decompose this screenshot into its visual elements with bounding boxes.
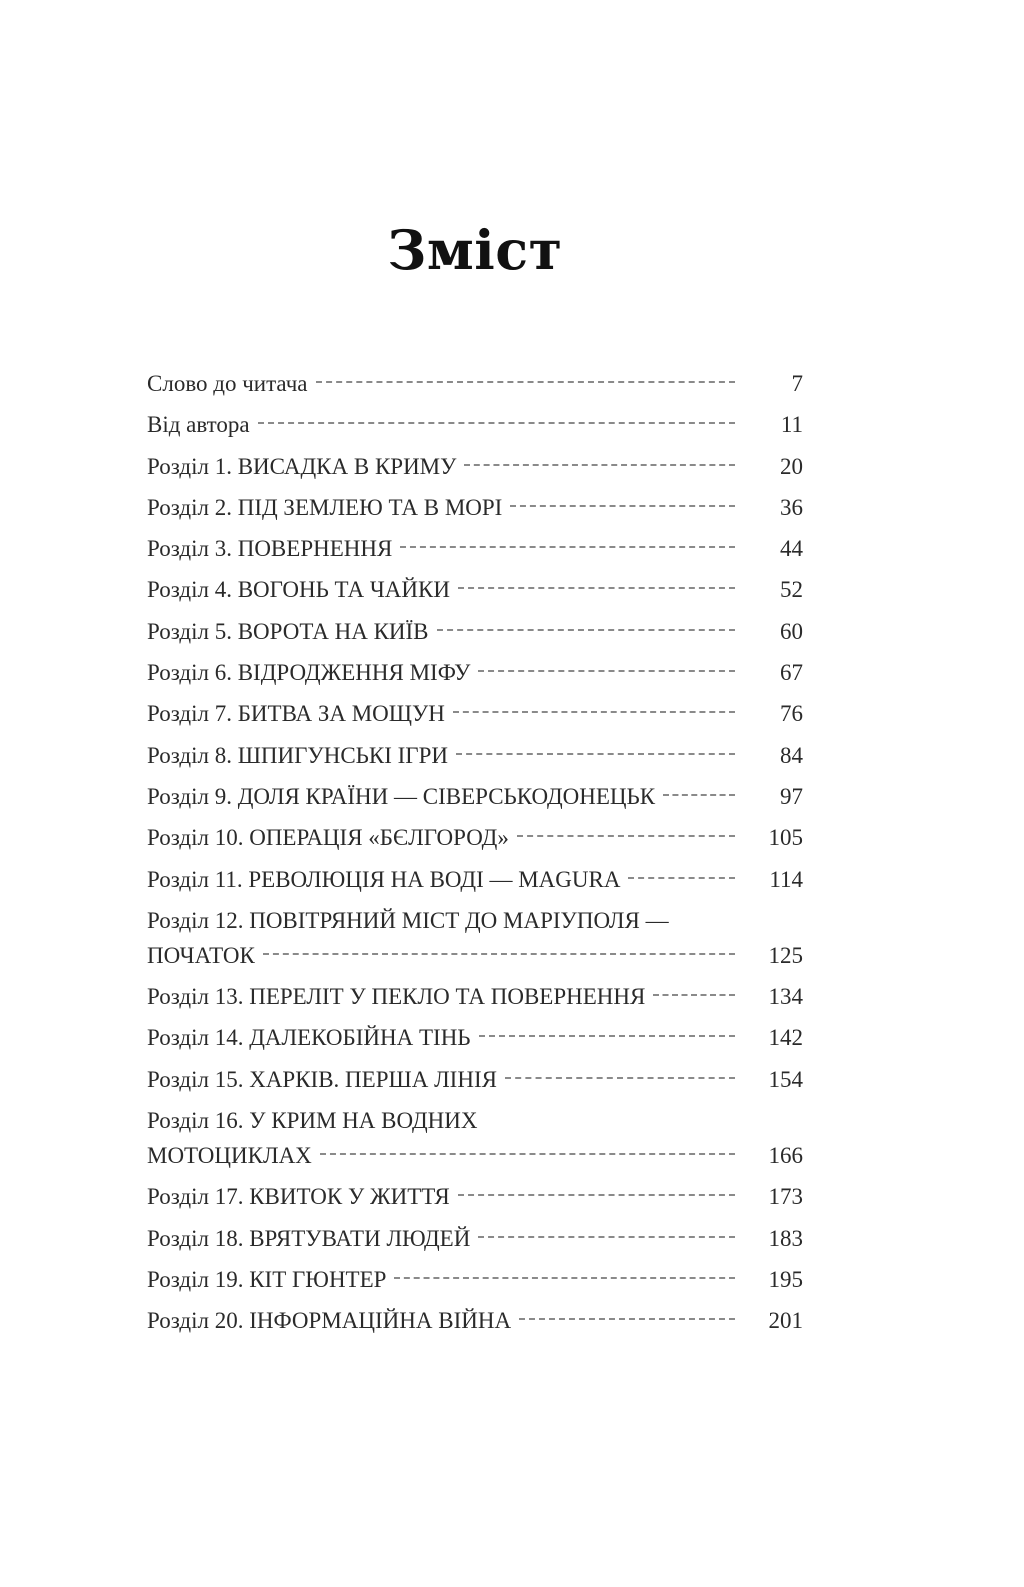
dot-leader	[517, 835, 735, 837]
dot-leader	[479, 1035, 735, 1037]
toc-entry-line	[147, 449, 803, 484]
toc-entry	[147, 572, 803, 607]
toc-entry	[147, 1303, 803, 1338]
dot-leader	[316, 381, 736, 383]
toc-entry-title: Розділ 11. РЕВОЛЮЦІЯ НА ВОДІ — MAGURA	[147, 866, 621, 892]
toc-entry-page-number: 154	[768, 1066, 803, 1092]
toc-entry-line	[147, 979, 803, 1014]
dot-leader	[663, 794, 735, 796]
toc-entry-page-number: 114	[769, 866, 803, 892]
toc-entry-title: Розділ 19. КІТ ГЮНТЕР	[147, 1266, 387, 1292]
dot-leader	[394, 1277, 735, 1279]
toc-entry-line	[147, 779, 803, 814]
toc-entry	[147, 449, 803, 484]
toc-entry-line	[147, 938, 803, 973]
table-of-contents	[147, 366, 803, 1345]
toc-entry-title: Розділ 8. ШПИГУНСЬКІ ІГРИ	[147, 742, 448, 768]
toc-entry	[147, 862, 803, 897]
toc-entry-page-number: 134	[768, 984, 803, 1010]
toc-entry	[147, 531, 803, 566]
toc-entry-line	[147, 820, 803, 855]
toc-entry-title: Розділ 20. ІНФОРМАЦІЙНА ВІЙНА	[147, 1308, 512, 1334]
toc-entry-page-number: 60	[780, 618, 803, 644]
toc-entry-title: Розділ 13. ПЕРЕЛІТ У ПЕКЛО ТА ПОВЕРНЕННЯ	[147, 984, 646, 1010]
toc-entry-page-number: 201	[768, 1308, 803, 1334]
toc-entry-title: ПОЧАТОК	[147, 942, 255, 968]
toc-entry	[147, 1179, 803, 1214]
toc-entry-page-number: 67	[780, 660, 803, 686]
toc-entry-line	[147, 614, 803, 649]
toc-entry-title: Розділ 3. ПОВЕРНЕННЯ	[147, 536, 393, 562]
toc-entry-page-number: 11	[780, 412, 803, 438]
toc-entry	[147, 655, 803, 690]
toc-entry-line	[147, 1020, 803, 1055]
toc-entry-title: Розділ 6. ВІДРОДЖЕННЯ МІФУ	[147, 660, 471, 686]
toc-entry	[147, 1221, 803, 1256]
toc-entry-page-number: 183	[768, 1225, 803, 1251]
dot-leader	[453, 711, 735, 713]
toc-entry-page-number: 125	[768, 942, 803, 968]
dot-leader	[653, 994, 735, 996]
page-title: Зміст	[387, 218, 563, 282]
toc-entry	[147, 903, 803, 973]
toc-entry-title: Розділ 9. ДОЛЯ КРАЇНИ — СІВЕРСЬКОДОНЕЦЬК	[147, 783, 656, 809]
toc-entry-line	[147, 1179, 803, 1214]
toc-entry-title: Від автора	[147, 412, 250, 438]
dot-leader	[519, 1318, 735, 1320]
toc-entry-title: Розділ 4. ВОГОНЬ ТА ЧАЙКИ	[147, 577, 450, 603]
toc-entry-page-number: 97	[780, 783, 803, 809]
toc-entry-line	[147, 407, 803, 442]
dot-leader	[478, 1236, 735, 1238]
dot-leader	[456, 753, 735, 755]
toc-entry-page-number: 195	[768, 1266, 803, 1292]
toc-entry-page-number: 84	[780, 742, 803, 768]
toc-entry	[147, 407, 803, 442]
toc-entry-title: Розділ 7. БИТВА ЗА МОЩУН	[147, 701, 445, 727]
toc-entry-line	[147, 1303, 803, 1338]
toc-entry-title-line1: Розділ 16. У КРИМ НА ВОДНИХ	[147, 1108, 478, 1134]
toc-entry-line	[147, 1138, 803, 1173]
dot-leader	[464, 464, 735, 466]
toc-entry	[147, 738, 803, 773]
toc-entry-line	[147, 572, 803, 607]
toc-entry-page-number: 173	[768, 1184, 803, 1210]
toc-entry-line	[147, 531, 803, 566]
toc-entry	[147, 1262, 803, 1297]
toc-entry-line	[147, 366, 803, 401]
toc-entry	[147, 490, 803, 525]
toc-entry-page-number: 166	[768, 1143, 803, 1169]
toc-entry-title: Розділ 17. КВИТОК У ЖИТТЯ	[147, 1184, 450, 1210]
toc-entry-page-number: 142	[768, 1025, 803, 1051]
dot-leader	[505, 1077, 735, 1079]
dot-leader	[320, 1153, 735, 1155]
toc-entry-page-number: 20	[780, 453, 803, 479]
toc-entry-title: МОТОЦИКЛАХ	[147, 1143, 312, 1169]
toc-entry-title: Слово до читача	[147, 371, 308, 396]
toc-entry-line	[147, 862, 803, 897]
toc-entry-line	[147, 1221, 803, 1256]
toc-entry-title: Розділ 18. ВРЯТУВАТИ ЛЮДЕЙ	[147, 1225, 471, 1251]
dot-leader	[458, 587, 735, 589]
toc-entry-title-line1: Розділ 12. ПОВІТРЯНИЙ МІСТ ДО МАРІУПОЛЯ —	[147, 907, 669, 933]
toc-entry-title: Розділ 14. ДАЛЕКОБІЙНА ТІНЬ	[147, 1025, 471, 1051]
toc-entry-line	[147, 490, 803, 525]
toc-entry-line	[147, 738, 803, 773]
dot-leader	[458, 1194, 735, 1196]
toc-entry	[147, 820, 803, 855]
toc-entry	[147, 366, 803, 401]
toc-entry	[147, 1103, 803, 1173]
dot-leader	[628, 877, 735, 879]
dot-leader	[510, 505, 735, 507]
toc-entry-title: Розділ 15. ХАРКІВ. ПЕРША ЛІНІЯ	[147, 1066, 497, 1092]
toc-entry	[147, 696, 803, 731]
toc-entry-line	[147, 696, 803, 731]
dot-leader	[258, 422, 735, 424]
toc-entry-page-number: 105	[768, 825, 803, 851]
dot-leader	[437, 629, 735, 631]
toc-entry-page-number: 7	[791, 371, 803, 396]
dot-leader	[400, 546, 735, 548]
toc-entry	[147, 1062, 803, 1097]
toc-entry-title: Розділ 5. ВОРОТА НА КИЇВ	[147, 618, 429, 644]
toc-entry-page-number: 76	[780, 701, 803, 727]
toc-entry-line	[147, 1062, 803, 1097]
toc-entry	[147, 614, 803, 649]
toc-entry	[147, 979, 803, 1014]
toc-entry-page-number: 44	[780, 536, 803, 562]
toc-entry	[147, 1020, 803, 1055]
toc-entry-title: Розділ 1. ВИСАДКА В КРИМУ	[147, 453, 457, 479]
toc-entry-page-number: 52	[780, 577, 803, 603]
toc-entry	[147, 779, 803, 814]
toc-entry-title: Розділ 2. ПІД ЗЕМЛЕЮ ТА В МОРІ	[147, 494, 503, 520]
dot-leader	[478, 670, 735, 672]
toc-entry-page-number: 36	[780, 494, 803, 520]
dot-leader	[263, 953, 735, 955]
toc-entry-title: Розділ 10. ОПЕРАЦІЯ «БЄЛГОРОД»	[147, 825, 509, 851]
toc-entry-line	[147, 1262, 803, 1297]
toc-entry-line	[147, 655, 803, 690]
